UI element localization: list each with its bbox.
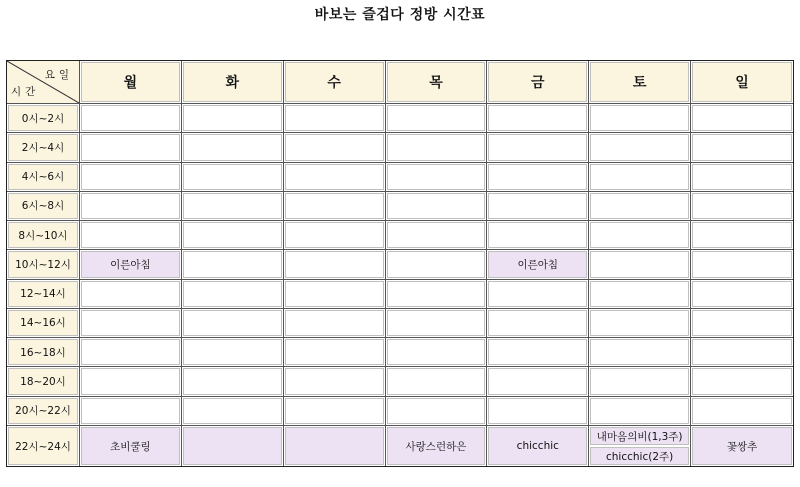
schedule-cell[interactable]	[589, 309, 691, 338]
schedule-cell[interactable]	[691, 397, 793, 426]
schedule-cell[interactable]	[691, 221, 793, 250]
header-day-thu: 목	[386, 61, 488, 104]
schedule-cell[interactable]	[284, 192, 386, 221]
schedule-cell[interactable]	[386, 367, 488, 396]
schedule-cell[interactable]	[80, 192, 182, 221]
schedule-cell[interactable]	[80, 133, 182, 162]
time-label: 18~20시	[7, 367, 80, 396]
schedule-cell-mon-10[interactable]: 이른아침	[80, 250, 182, 279]
schedule-cell[interactable]	[589, 250, 691, 279]
corner-day-label: 요일	[44, 69, 73, 81]
schedule-cell[interactable]	[589, 338, 691, 367]
schedule-cell[interactable]	[589, 163, 691, 192]
schedule-cell[interactable]	[284, 426, 386, 466]
schedule-cell[interactable]	[691, 133, 793, 162]
schedule-cell[interactable]	[80, 309, 182, 338]
schedule-cell[interactable]	[182, 338, 284, 367]
schedule-cell-mon-22[interactable]: 초비쿨링	[80, 426, 182, 466]
time-label: 2시~4시	[7, 133, 80, 162]
schedule-cell[interactable]	[80, 104, 182, 133]
schedule-cell[interactable]	[182, 309, 284, 338]
schedule-cell[interactable]	[691, 192, 793, 221]
schedule-cell[interactable]	[589, 104, 691, 133]
time-label: 12~14시	[7, 280, 80, 309]
schedule-cell[interactable]	[80, 338, 182, 367]
schedule-cell[interactable]	[487, 104, 589, 133]
schedule-cell[interactable]	[182, 104, 284, 133]
schedule-cell[interactable]	[80, 163, 182, 192]
corner-header	[7, 61, 80, 104]
schedule-cell[interactable]	[284, 133, 386, 162]
schedule-cell[interactable]	[386, 163, 488, 192]
schedule-cell[interactable]	[80, 221, 182, 250]
page-title: 바보는 즐겁다 정방 시간표	[314, 7, 486, 23]
timetable	[6, 60, 794, 467]
schedule-cell[interactable]	[487, 133, 589, 162]
time-label: 22시~24시	[7, 426, 80, 466]
schedule-cell[interactable]	[589, 397, 691, 426]
time-label: 16~18시	[7, 338, 80, 367]
schedule-cell[interactable]	[386, 133, 488, 162]
schedule-cell[interactable]	[284, 367, 386, 396]
schedule-cell[interactable]	[80, 367, 182, 396]
schedule-cell[interactable]	[182, 133, 284, 162]
schedule-cell[interactable]	[182, 250, 284, 279]
schedule-cell[interactable]	[182, 367, 284, 396]
schedule-cell[interactable]	[284, 397, 386, 426]
schedule-cell[interactable]	[487, 163, 589, 192]
schedule-cell[interactable]	[589, 367, 691, 396]
schedule-cell[interactable]	[589, 221, 691, 250]
schedule-cell[interactable]	[691, 367, 793, 396]
schedule-cell-sat-22[interactable]	[589, 426, 691, 466]
schedule-cell[interactable]	[386, 397, 488, 426]
schedule-cell[interactable]	[487, 338, 589, 367]
schedule-cell[interactable]	[691, 250, 793, 279]
schedule-cell[interactable]	[284, 338, 386, 367]
schedule-slot-sat-b[interactable]: chicchic(2주)	[590, 447, 689, 465]
header-day-mon: 월	[80, 61, 182, 104]
schedule-cell[interactable]	[589, 192, 691, 221]
time-label: 6시~8시	[7, 192, 80, 221]
schedule-cell[interactable]	[182, 163, 284, 192]
schedule-cell[interactable]	[386, 338, 488, 367]
schedule-cell[interactable]	[386, 192, 488, 221]
schedule-cell[interactable]	[691, 104, 793, 133]
schedule-cell[interactable]	[691, 280, 793, 309]
schedule-cell[interactable]	[182, 221, 284, 250]
schedule-cell[interactable]	[386, 280, 488, 309]
schedule-cell[interactable]	[487, 221, 589, 250]
header-day-sat: 토	[589, 61, 691, 104]
schedule-cell[interactable]	[284, 221, 386, 250]
schedule-slot-sat-a[interactable]: 내마음의비(1,3주)	[590, 427, 689, 445]
schedule-cell[interactable]	[284, 163, 386, 192]
schedule-cell[interactable]	[589, 133, 691, 162]
schedule-cell[interactable]	[284, 104, 386, 133]
schedule-cell-fri-22[interactable]: chicchic	[487, 426, 589, 466]
schedule-cell[interactable]	[182, 280, 284, 309]
schedule-cell[interactable]	[80, 280, 182, 309]
schedule-cell[interactable]	[589, 280, 691, 309]
schedule-cell[interactable]	[182, 426, 284, 466]
time-label: 10시~12시	[7, 250, 80, 279]
time-label: 0시~2시	[7, 104, 80, 133]
header-day-fri: 금	[487, 61, 589, 104]
schedule-cell[interactable]	[487, 192, 589, 221]
time-label: 8시~10시	[7, 221, 80, 250]
time-label: 4시~6시	[7, 163, 80, 192]
schedule-cell[interactable]	[386, 309, 488, 338]
schedule-cell[interactable]	[182, 397, 284, 426]
schedule-cell[interactable]	[691, 338, 793, 367]
schedule-cell[interactable]	[182, 192, 284, 221]
time-label: 20시~22시	[7, 397, 80, 426]
schedule-cell[interactable]	[284, 309, 386, 338]
header-day-sun: 일	[691, 61, 793, 104]
schedule-cell[interactable]	[284, 280, 386, 309]
schedule-cell[interactable]	[386, 221, 488, 250]
time-label: 14~16시	[7, 309, 80, 338]
corner-time-label: 시간	[11, 86, 40, 98]
schedule-cell[interactable]	[487, 397, 589, 426]
schedule-cell[interactable]	[284, 250, 386, 279]
schedule-cell-fri-10[interactable]: 이른아침	[487, 250, 589, 279]
schedule-cell[interactable]	[691, 163, 793, 192]
schedule-cell[interactable]	[386, 250, 488, 279]
schedule-cell-sun-22[interactable]: 꽃쌍추	[691, 426, 793, 466]
schedule-cell[interactable]	[487, 309, 589, 338]
schedule-cell[interactable]	[80, 397, 182, 426]
schedule-cell[interactable]	[487, 367, 589, 396]
schedule-cell[interactable]	[487, 280, 589, 309]
schedule-cell-thu-22[interactable]: 사랑스런하은	[386, 426, 488, 466]
schedule-cell[interactable]	[386, 104, 488, 133]
header-day-tue: 화	[182, 61, 284, 104]
schedule-cell[interactable]	[691, 309, 793, 338]
header-day-wed: 수	[284, 61, 386, 104]
